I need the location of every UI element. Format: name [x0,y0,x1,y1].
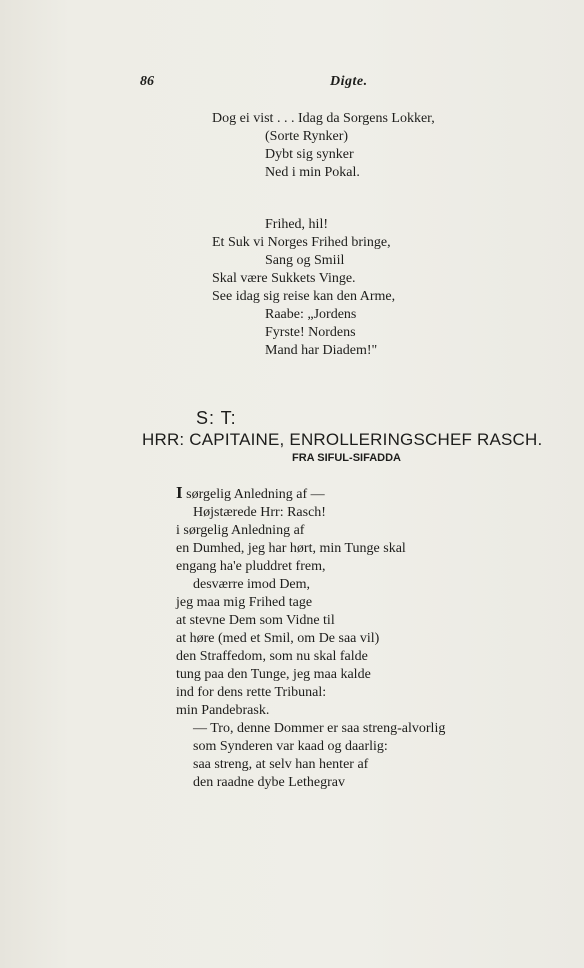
poem-line: Frihed, hil! [265,217,328,232]
poem-line: Ned i min Pokal. [265,165,360,180]
poem-line: som Synderen var kaad og daarlig: [193,739,388,754]
poem-line: Fyrste! Nordens [265,325,356,340]
running-head: Digte. [330,74,368,89]
poem-line: Sang og Smiil [265,253,345,268]
poem-line: Dybt sig synker [265,147,354,162]
poem-line: Dog ei vist . . . Idag da Sorgens Lokker, [212,111,435,126]
poem-line: saa streng, at selv han henter af [193,757,369,772]
poem-line: den Straffedom, som nu skal falde [176,649,368,664]
poem-line: — Tro, denne Dommer er saa streng-alvorlig [193,721,446,736]
poem-line: engang ha'e pluddret frem, [176,559,326,574]
poem-line: ind for dens rette Tribunal: [176,685,327,700]
poem-line: (Sorte Rynker) [265,129,349,144]
poem-line: min Pandebrask. [176,703,270,718]
poem-title: HRR: CAPITAINE, ENROLLERINGSCHEF RASCH. [142,430,543,449]
poem-line: at stevne Dem som Vidne til [176,613,335,628]
poem-line: den raadne dybe Lethegrav [193,775,345,790]
poem-line: Højstærede Hrr: Rasch! [193,505,326,520]
poem-line: Mand har Diadem!" [265,343,378,358]
poem-line: See idag sig reise kan den Arme, [212,289,396,304]
poem-line: Et Suk vi Norges Frihed bringe, [212,235,391,250]
poem-line: Raabe: „Jordens [265,307,357,322]
poem-line: i sørgelig Anledning af [176,523,305,538]
drop-cap: I [176,483,183,502]
poem-line: desværre imod Dem, [193,577,311,592]
poem-line: tung paa den Tunge, jeg maa kalde [176,667,371,682]
poem-line: en Dumhed, jeg har hørt, min Tunge skal [176,541,406,556]
poem-line: sørgelig Anledning af — [182,487,325,502]
poem-line: at høre (med et Smil, om De saa vil) [176,631,380,646]
poem-line: Skal være Sukkets Vinge. [212,271,356,286]
poem-initials: S: T: [196,408,237,428]
poem-first-line [176,484,325,504]
page-number: 86 [140,74,154,89]
poem-subtitle: FRA SIFUL-SIFADDA [292,452,401,464]
poem-line: jeg maa mig Frihed tage [176,595,313,610]
